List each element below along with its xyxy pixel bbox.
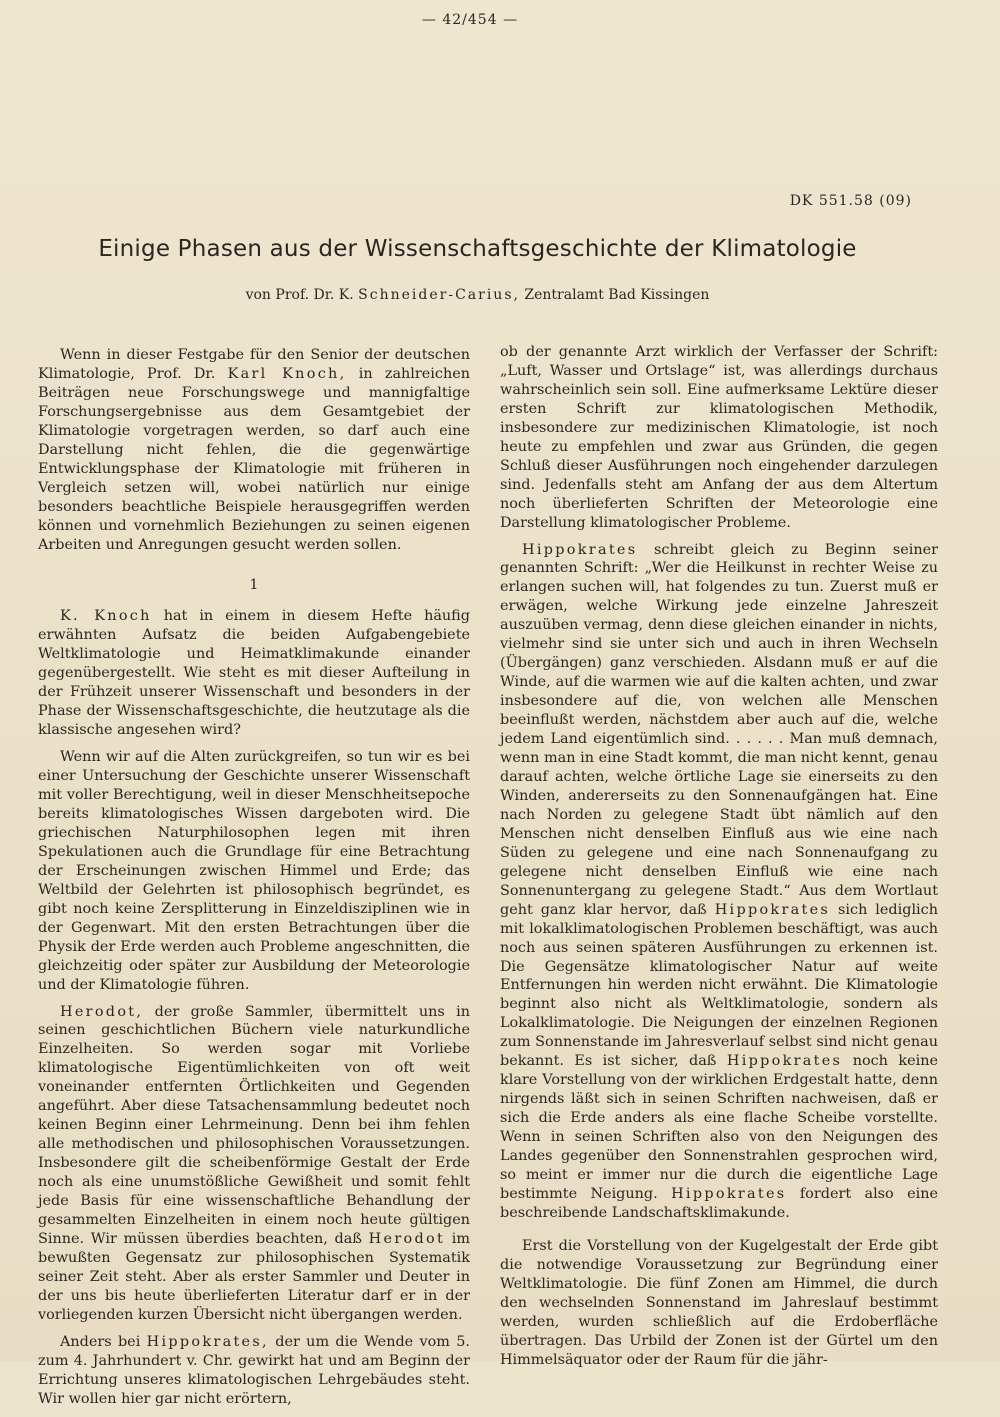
paragraph-text: fordert also eine beschreibende Landschaftsklimakunde. xyxy=(500,1185,938,1221)
paragraph xyxy=(38,748,470,994)
paragraph xyxy=(500,541,938,1223)
person-name: Karl Knoch, xyxy=(227,365,347,382)
paragraph-text: hat in einem in diesem Hefte häufig erwähnten Aufsatz die beiden Aufgabengebiete Weltklimatologie und Heimatklimakunde einander gegenübergestellt. Wie steht es mit dieser Aufteilung in der Frühzeit unserer Wissenschaft und besonders in der Phase der Wissenschaftsgeschichte, die heutzutage als die klassische angesehen wird? xyxy=(38,608,470,739)
paragraph-text: der um die Wende vom 5. zum 4. Jahrhundert v. Chr. gewirkt hat und am Beginn der Errichtung unseres klimatologischen Lehrgebäudes steht. Wir wollen hier gar nicht erörtern, xyxy=(38,1333,471,1407)
person-name: Hippokrates, xyxy=(146,1333,269,1350)
left-column xyxy=(38,346,470,1417)
person-name: Hippokrates xyxy=(726,1053,843,1070)
section-number: 1 xyxy=(249,577,259,594)
paragraph-text: der große Sammler, übermittelt uns in seinen geschichtlichen Büchern viele naturkundliche Einzelheiten. So werden sogar mit Vorliebe klimatologische Eigentümlichkeiten von oft weit voneinander entfernten Örtlichkeiten und Gegenden angeführt. Aber diese Tatsachensammlung bedeutet noch keinen Beginn einer Lehrmeinung. Denn bei ihm fehlen alle methodischen und philosophischen Voraussetzungen. Insbesondere gilt die scheibenförmige Gestalt der Erde noch als eine unumstößliche Gewißheit und somit fehlt jede Basis für eine wissenschaftliche Behandlung der gesammelten Einzelheiten in einem noch heute gültigen Sinne. Wir müssen überdies beachten, daß xyxy=(38,1003,470,1247)
paragraph xyxy=(38,346,470,554)
author-name: Schneider-Carius, xyxy=(358,287,520,303)
right-column xyxy=(500,343,938,1378)
person-name: Hippokrates xyxy=(522,541,638,558)
author-prefix: von Prof. Dr. K. xyxy=(245,287,354,303)
paragraph-text: Erst die Vorstellung von der Kugelgestalt der Erde gibt die notwendige Voraussetzung zur Begründung einer Weltklimatologie. Die fünf Zonen am Himmel, die durch den wechselnden Sonnenstand im Jahreslauf bestimmt werden, wurden schließlich auf die Erdoberfläche übertragen. Das Urbild der Zonen ist der Gürtel um den Himmelsäquator oder der Raum für die jähr- xyxy=(500,1237,938,1368)
author-line xyxy=(0,287,955,303)
paragraph xyxy=(500,343,938,533)
paragraph-text: Anders bei xyxy=(60,1333,141,1350)
paragraph-text: im bewußten Gegensatz zur philosophischen Systematik seiner Zeit steht. Aber als erster Sammler und Deuter in der uns bis heute überlieferten Literatur darf er in der vorliegenden kurzen Übersicht nicht übergangen werden. xyxy=(38,1230,470,1323)
paragraph-text: in zahlreichen Beiträgen neue Forschungswege und mannigfaltige Forschungsergebnisse aus dem Gesamtgebiet der Klimatologie vorgetragen werden, so darf auch eine Darstellung nicht fehlen, die die gegenwärtige Entwicklungsphase der Klimatologie mit früheren in Vergleich setzen will, wobei natürlich nur einige besonders beachtliche Beispiele herausgegriffen werden können und vornehmlich Beziehungen zu seinen eigenen Arbeiten und Anregungen gesucht werden sollen. xyxy=(38,365,471,553)
article-title: Einige Phasen aus der Wissenschaftsgeschichte der Klimatologie xyxy=(98,236,857,262)
paragraph-text: Wenn wir auf die Alten zurückgreifen, so tun wir es bei einer Untersuchung der Geschichte unserer Wissenschaft mit voller Berechtigung, weil in dieser Menschheitsepoche bereits klimatologisches Wissen dargeboten wird. Die griechischen Naturphilosophen legen mit ihren Spekulationen auch die Grundlage für eine Betrachtung der Erscheinungen zwischen Himmel und Erde; das Weltbild der Gelehrten ist philosophisch begründet, es gibt noch keine Zersplitterung in Einzeldisziplinen wie in der Gegenwart. Mit den ersten Betrachtungen über die Physik der Erde werden auch Probleme angeschnitten, die gleichzeitig oder später zur Ausbildung der Meteorologie und der Klimatologie führen. xyxy=(38,749,470,993)
paragraph-text: sich lediglich mit lokalklimatologischen Problemen beschäftigt, was auch noch aus seinen späteren Ausführungen zu erkennen ist. Die Gegensätze klimatologischer Natur auf weite Entfernungen hin werden nicht erwähnt. Die Klimatologie beginnt also nicht als Weltklimatologie, sondern als Lokalklimatologie. Die Neigungen der einzelnen Regionen zum Sonnenstande im Jahresverlauf selbst sind nicht genau bekannt. Es ist sicher, daß xyxy=(500,901,938,1070)
paragraph-text: Wenn in dieser Festgabe für den Senior der deutschen Klimatologie, Prof. Dr. xyxy=(38,347,470,382)
paragraph xyxy=(38,607,470,740)
person-name: K. Knoch xyxy=(60,608,152,625)
author-affiliation: Zentralamt Bad Kissingen xyxy=(524,287,710,303)
page-number: — 42/454 — xyxy=(421,12,519,28)
person-name: Hippokrates xyxy=(671,1185,787,1202)
paragraph-text: ob der genannte Arzt wirklich der Verfasser der Schrift: „Luft, Wasser und Ortslage“ ist, was allerdings durchaus wahrscheinlich sein soll. Eine aufmerksame Lektüre dieser ersten Schrift zur klimatologischen Methodik, insbesondere zur medizinischen Klimatologie, ist noch heute zu empfehlen und zwar aus Gründen, die gegen Schluß dieser Ausführungen noch eingehender darzulegen sind. Jedenfalls steht am Anfang der aus dem Altertum noch überlieferten Schriften der Meteorologie eine Darstellung klimatologischer Probleme. xyxy=(500,344,938,531)
classification-code: DK 551.58 (09) xyxy=(789,193,912,209)
paragraph xyxy=(38,1003,470,1325)
paragraph xyxy=(38,1333,470,1409)
paragraph xyxy=(500,1237,938,1370)
paragraph-text: noch keine klare Vorstellung von der wirklichen Erdgestalt hatte, denn nirgends läßt sich in seinen Schriften nachweisen, daß er sich die Erde anders als eine flache Scheibe vorstellte. Wenn in seinen Schriften also von den Neigungen des Landes gegenüber den Sonnenstrahlen gesprochen wird, so meint er immer nur die durch die eigentliche Lage bestimmte Neigung. xyxy=(500,1053,938,1202)
person-name: Herodot xyxy=(368,1230,446,1247)
person-name: Herodot, xyxy=(60,1003,144,1020)
paragraph-text: schreibt gleich zu Beginn seiner genannten Schrift: „Wer die Heilkunst in rechter Weise zu erlangen suchen will, hat folgendes zu tun. Zuerst muß er erwägen, welche Wirkung jede einzelne Jahreszeit auszuüben vermag, denn diese gleichen einander in nichts, vielmehr sind sie unter sich und auch in ihren Wechseln (Übergängen) ganz verschieden. Alsdann muß er auf die Winde, auf die warmen wie auf die kalten achten, und zwar insbesondere auf die, von welchen alle Menschen beeinflußt werden, nächstdem aber auch auf die, welche jedem Land eigentümlich sind. . . . . . Man muß demnach, wenn man in eine Stadt kommt, die man nicht kennt, genau darauf achten, welche örtliche Lage sie einerseits zu den Winden, andererseits zu den Sonnenaufgängen hat. Eine nach Norden zu gelegene Stadt übt nämlich auf den Menschen nicht denselben Einfluß aus wie eine nach Süden zu gelegene und eine nach Sonnenaufgang zu gelegene nicht denselben Einfluß wie eine nach Sonnenuntergang zu gelegene Stadt.“ Aus dem Wortlaut geht ganz klar hervor, daß xyxy=(500,541,938,918)
person-name: Hippokrates xyxy=(714,901,831,918)
